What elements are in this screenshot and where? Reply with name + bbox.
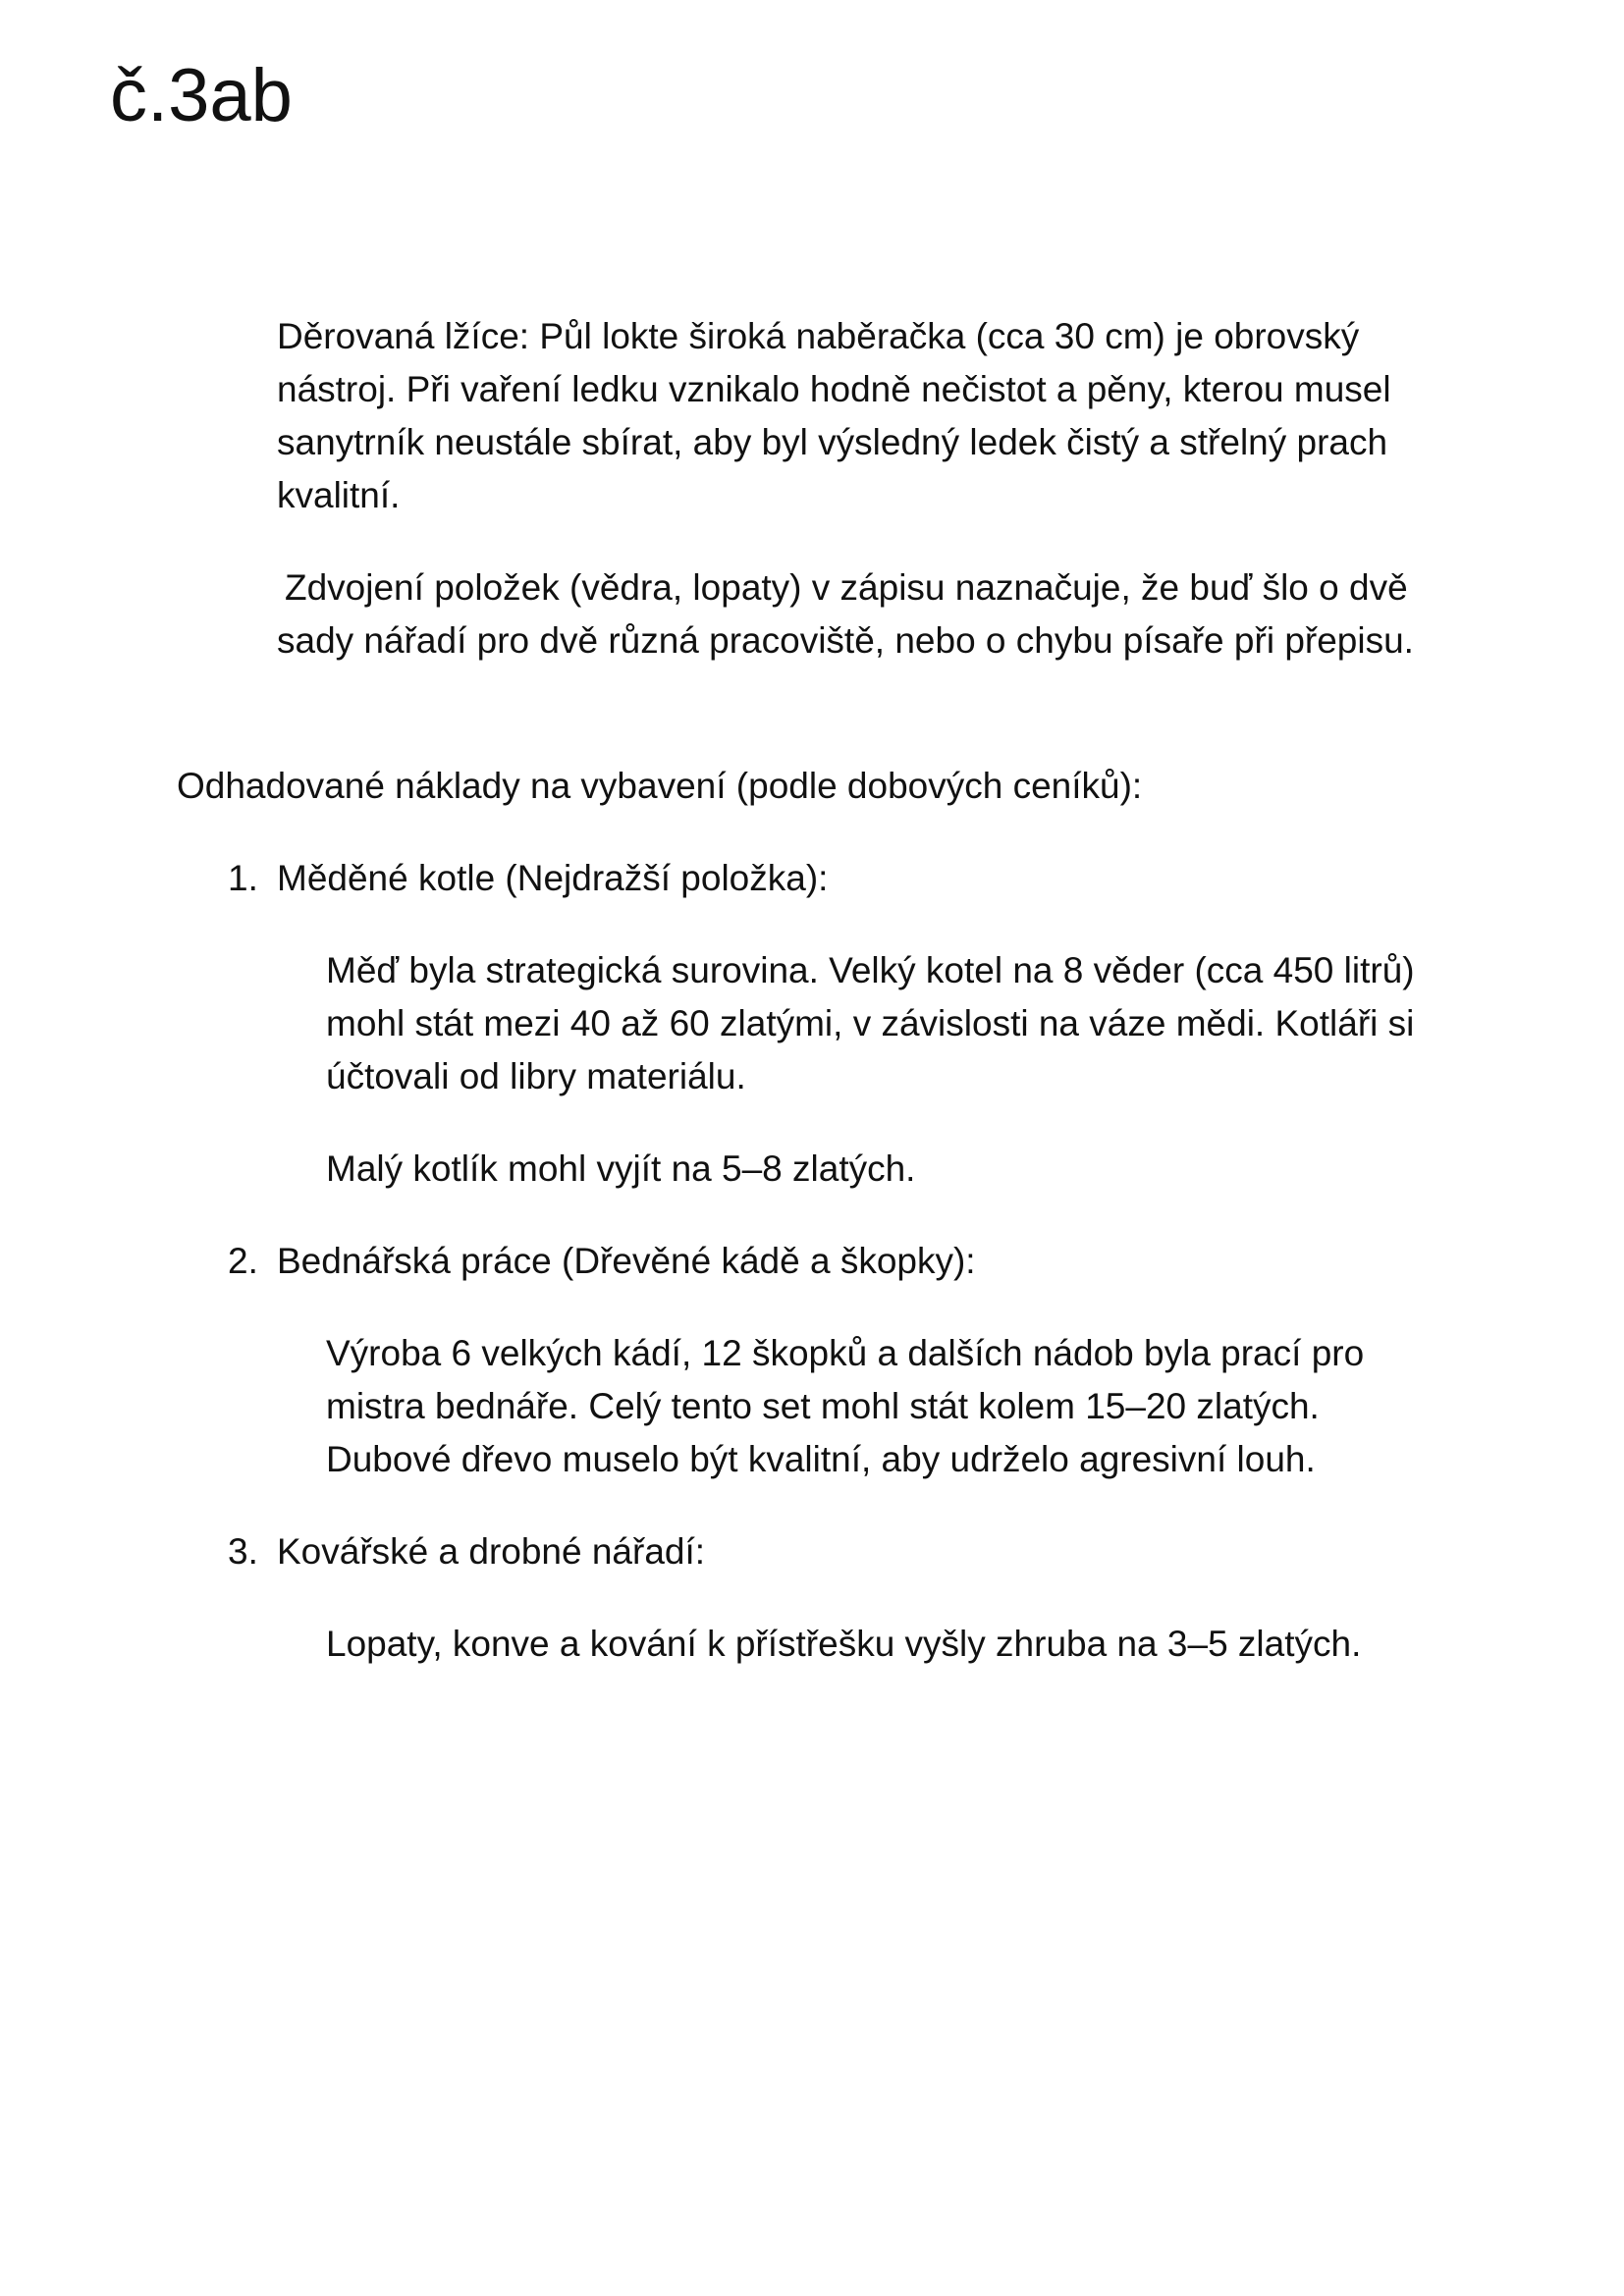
- list-number: 2.: [228, 1241, 258, 1281]
- cost-item-paragraph: Lopaty, konve a kování k přístřešku vyšly zhruba na 3–5 zlatých.: [326, 1624, 1362, 1664]
- list-number: 3.: [228, 1531, 258, 1572]
- page-title: č.3ab: [110, 54, 293, 137]
- cost-item-title: Měděné kotle (Nejdražší položka):: [277, 858, 829, 898]
- cost-item-title: Kovářské a drobné nářadí:: [277, 1531, 706, 1572]
- cost-item-body: [326, 1618, 1435, 1671]
- cost-item-paragraph: Měď byla strategická surovina. Velký kotel na 8 věder (cca 450 litrů) mohl stát mezi 40 až 60 zlatými, v závislosti na váze mědi. Kotláři si účtovali od libry materiálu.: [326, 950, 1415, 1096]
- cost-item-title: Bednářská práce (Dřevěné kádě a škopky):: [277, 1241, 976, 1281]
- cost-item-paragraph: Malý kotlík mohl vyjít na 5–8 zlatých.: [326, 1148, 916, 1189]
- costs-heading: Odhadované náklady na vybavení (podle dobových ceníků):: [177, 766, 1143, 806]
- cost-item-copper-kettles: [177, 852, 1571, 1196]
- cost-item-body: [326, 1327, 1435, 1486]
- cost-item-paragraph: Výroba 6 velkých kádí, 12 škopků a dalších nádob byla prací pro mistra bednáře. Celý tento set mohl stát kolem 15–20 zlatých. Dubové dřevo muselo být kvalitní, aby udrželo agresivní louh.: [326, 1333, 1365, 1479]
- cost-item-smithing-tools: [177, 1525, 1571, 1671]
- cost-list: [177, 852, 1571, 1710]
- intro-paragraph-ladle: Děrovaná lžíce: Půl lokte široká naběračka (cca 30 cm) je obrovský nástroj. Při vaření ledku vznikalo hodně nečistot a pěny, kterou musel sanytrník neustále sbírat, aby byl výsledný ledek čistý a střelný prach kvalitní.: [277, 316, 1391, 515]
- list-number: 1.: [228, 858, 258, 898]
- cost-item-body: [326, 944, 1435, 1196]
- cost-item-cooperage: [177, 1235, 1571, 1486]
- intro-section: [277, 310, 1455, 707]
- intro-paragraph-duplication: Zdvojení položek (vědra, lopaty) v zápisu naznačuje, že buď šlo o dvě sady nářadí pro dvě různá pracoviště, nebo o chybu písaře při přepisu.: [277, 567, 1414, 661]
